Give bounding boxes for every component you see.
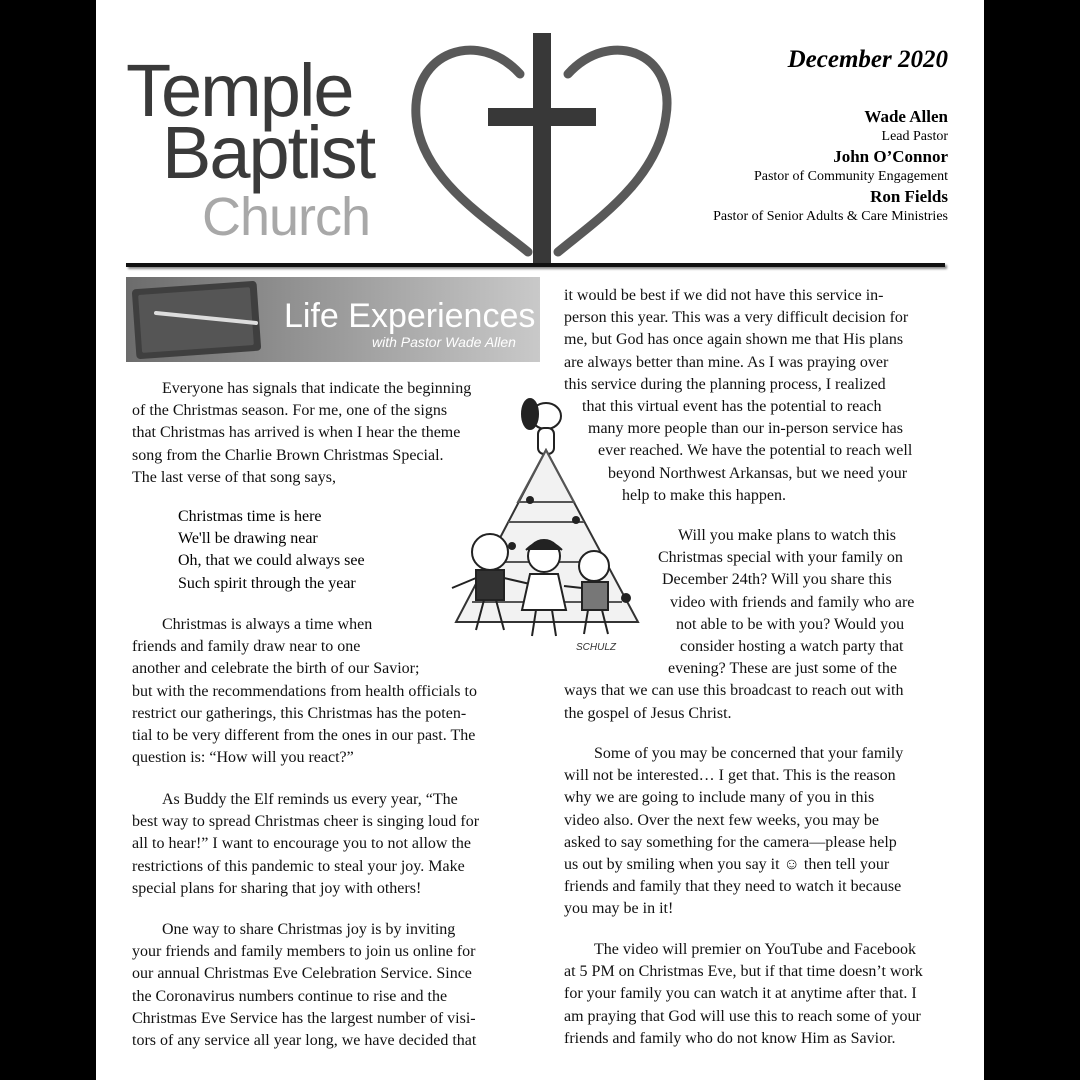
article-line: am praying that God will use this to reach some of your [564,1007,921,1025]
logo-word-temple: Temple [126,49,353,132]
banner-subtitle: with Pastor Wade Allen [372,334,516,350]
article-line: As Buddy the Elf reminds us every year, “The [162,791,458,808]
article-line: ways that we can use this broadcast to reach out with [564,682,904,700]
snoopy-icon [522,399,561,454]
article-line: Christmas special with your family on [658,549,903,567]
article-line: friends and family draw near to one [132,638,361,656]
article-paragraph [132,378,471,489]
article-line: The last verse of that song says, [132,468,336,486]
staff-name: John O’Connor [833,147,948,166]
article-line: Will you make plans to watch this [678,527,896,544]
article-line: ever reached. We have the potential to reach well [598,442,913,460]
article-paragraph [564,285,912,507]
article-line: you may be in it! [564,900,674,918]
article-line: for your family you can watch it at anytime after that. I [564,985,917,1003]
article-line: video with friends and family who are [670,593,915,611]
article-line: that this virtual event has the potential to reach [582,398,882,416]
article-line: evening? These are just some of the [668,660,897,678]
logo-word-baptist: Baptist [162,111,375,194]
staff-role: Pastor of Community Engagement [753,169,948,184]
article-line: many more people than our in-person service has [588,420,904,438]
life-experiences-banner [126,277,540,362]
article-line: of the Christmas season. For me, one of the signs [132,402,448,420]
staff-role: Pastor of Senior Adults & Care Ministries [713,209,948,224]
article-line: best way to spread Christmas cheer is singing loud for [132,813,480,831]
banner-title: Life Experiences [284,297,536,335]
cross-heart-icon [408,30,676,266]
article-line: all to hear!” I want to encourage you to not allow the [132,835,471,853]
newsletter-page [96,0,984,1080]
article-line: that Christmas has arrived is when I hear the theme [132,424,461,442]
header-divider [126,263,945,267]
article-line: this service during the planning process, I realized [564,375,886,393]
article-line: not able to be with you? Would you [676,615,905,633]
notebook-pen-icon [132,281,262,360]
article-line: tors of any service all year long, we have decided that [132,1032,477,1050]
article-line: song from the Charlie Brown Christmas Special. [132,446,444,464]
article-line: video also. Over the next few weeks, you may be [564,811,880,829]
article-line: Christmas is always a time when [162,616,373,633]
article-line: One way to share Christmas joy is by inviting [162,921,456,938]
article-paragraph [132,789,479,900]
verse-line: We'll be drawing near [178,530,318,548]
article-line: restrictions of this pandemic to steal your joy. Make [132,857,465,875]
verse-line: Oh, that we could always see [178,552,365,570]
article-line: help to make this happen. [622,486,786,504]
article-line: another and celebrate the birth of our Savior; [132,660,420,678]
article-line: Some of you may be concerned that your family [594,745,904,762]
staff-name: Wade Allen [864,107,948,126]
article-line: Everyone has signals that indicate the beginning [162,380,472,397]
article-line: The video will premier on YouTube and Facebook [594,941,917,958]
article-paragraph [564,525,914,725]
song-verse [178,506,365,595]
issue-date: December 2020 [787,46,948,73]
article-line: at 5 PM on Christmas Eve, but if that time doesn’t work [564,963,923,981]
staff-role: Lead Pastor [881,129,948,144]
staff-list [713,106,948,226]
article-line: the Coronavirus numbers continue to rise and the [132,987,448,1005]
article-line: but with the recommendations from health officials to [132,682,477,700]
article-line: asked to say something for the camera—please help [564,833,897,851]
article-line: Christmas Eve Service has the largest number of visi- [132,1009,476,1027]
article-line: why we are going to include many of you in this [564,789,875,807]
article-line: our annual Christmas Eve Celebration Service. Since [132,965,472,983]
article-line: us out by smiling when you say it ☺ then tell your [564,856,890,874]
article-line: beyond Northwest Arkansas, but we need your [608,464,908,482]
article-line: me, but God has once again shown me that His plans [564,331,904,349]
article-paragraph [564,939,923,1050]
article-paragraph [132,919,476,1052]
article-paragraph [564,743,903,921]
article-line: your friends and family members to join us online for [132,943,476,961]
article-line: special plans for sharing that joy with others! [132,879,422,897]
article-line: are always better than mine. As I was praying over [564,353,889,371]
verse-line: Christmas time is here [178,508,322,525]
verse-line: Such spirit through the year [178,574,356,592]
article-line: it would be best if we did not have this service in- [564,287,884,304]
logo-word-church: Church [202,187,371,247]
article-line: friends and family who do not know Him as Savior. [564,1029,896,1047]
staff-name: Ron Fields [870,187,948,206]
article-line: the gospel of Jesus Christ. [564,704,732,722]
article-line: tial to be very different from the ones in our past. The [132,727,476,745]
article-line: question is: “How will you react?” [132,749,354,767]
article-line: restrict our gatherings, this Christmas has the poten- [132,704,467,722]
article-line: will not be interested… I get that. This is the reason [564,767,896,785]
article-line: consider hosting a watch party that [680,638,904,656]
artist-signature: SCHULZ [576,642,617,650]
article-line: friends and family that they need to watch it because [564,878,902,896]
article-line: December 24th? Will you share this [662,571,892,589]
article-line: person this year. This was a very difficult decision for [564,309,909,327]
